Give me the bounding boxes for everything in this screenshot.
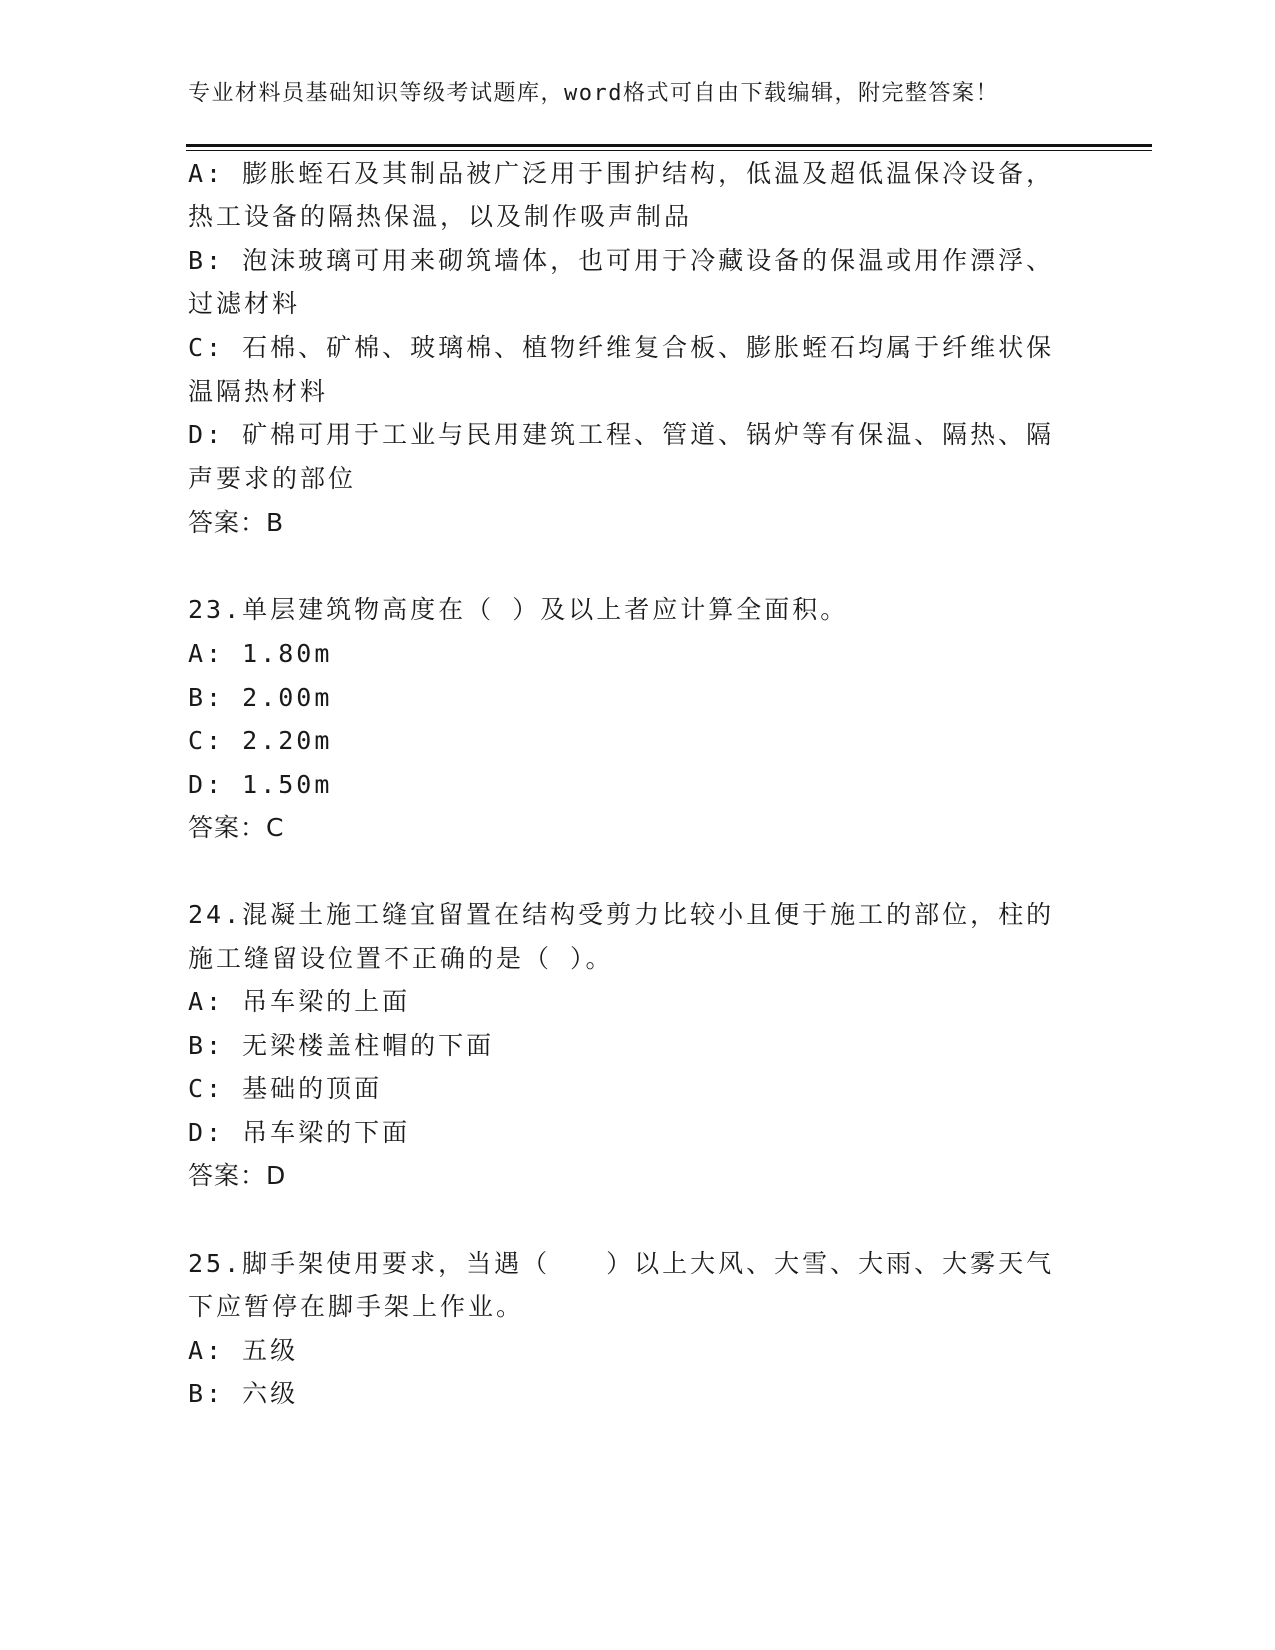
q24-option-b: B: 无梁楼盖柱帽的下面 [188, 1031, 495, 1060]
q23-option-d: D: 1.50m [188, 770, 333, 799]
q22-option-c-line1: C: 石棉、矿棉、玻璃棉、植物纤维复合板、膨胀蛭石均属于纤维状保 [188, 333, 1055, 362]
header-rule-thin [186, 150, 1152, 151]
q23-option-b: B: 2.00m [188, 683, 333, 712]
q25-option-a: A: 五级 [188, 1336, 299, 1365]
q24-option-d: D: 吊车梁的下面 [188, 1118, 411, 1147]
q22-option-a-line1: A: 膨胀蛭石及其制品被广泛用于围护结构，低温及超低温保冷设备， [188, 159, 1055, 188]
q22-option-b-line1: B: 泡沫玻璃可用来砌筑墙体，也可用于冷藏设备的保温或用作漂浮、 [188, 246, 1055, 275]
q22-answer: 答案：B [188, 508, 285, 537]
q25-option-b: B: 六级 [188, 1379, 299, 1408]
q24-option-c: C: 基础的顶面 [188, 1074, 383, 1103]
q22-option-c-line2: 温隔热材料 [188, 377, 329, 406]
q22-option-d-line1: D: 矿棉可用于工业与民用建筑工程、管道、锅炉等有保温、隔热、隔 [188, 420, 1055, 449]
q24-option-a: A: 吊车梁的上面 [188, 987, 411, 1016]
q22-option-b-line2: 过滤材料 [188, 289, 301, 318]
q24-stem-line2: 施工缝留设位置不正确的是（ ）。 [188, 944, 614, 973]
q22-option-a-line2: 热工设备的隔热保温，以及制作吸声制品 [188, 202, 693, 231]
q23-stem: 23.单层建筑物高度在（ ）及以上者应计算全面积。 [188, 595, 849, 624]
header-rule-thick [186, 144, 1152, 147]
q24-answer: 答案：D [188, 1161, 287, 1190]
q22-option-d-line2: 声要求的部位 [188, 464, 357, 493]
document-header: 专业材料员基础知识等级考试题库，word格式可自由下载编辑，附完整答案！ [188, 81, 999, 106]
q23-option-c: C: 2.20m [188, 726, 333, 755]
q25-stem-line1: 25.脚手架使用要求，当遇（ ）以上大风、大雪、大雨、大雾天气 [188, 1249, 1055, 1278]
q25-stem-line2: 下应暂停在脚手架上作业。 [188, 1292, 525, 1321]
q23-answer: 答案：C [188, 813, 285, 842]
q24-stem-line1: 24.混凝土施工缝宜留置在结构受剪力比较小且便于施工的部位，柱的 [188, 900, 1055, 929]
q23-option-a: A: 1.80m [188, 639, 333, 668]
